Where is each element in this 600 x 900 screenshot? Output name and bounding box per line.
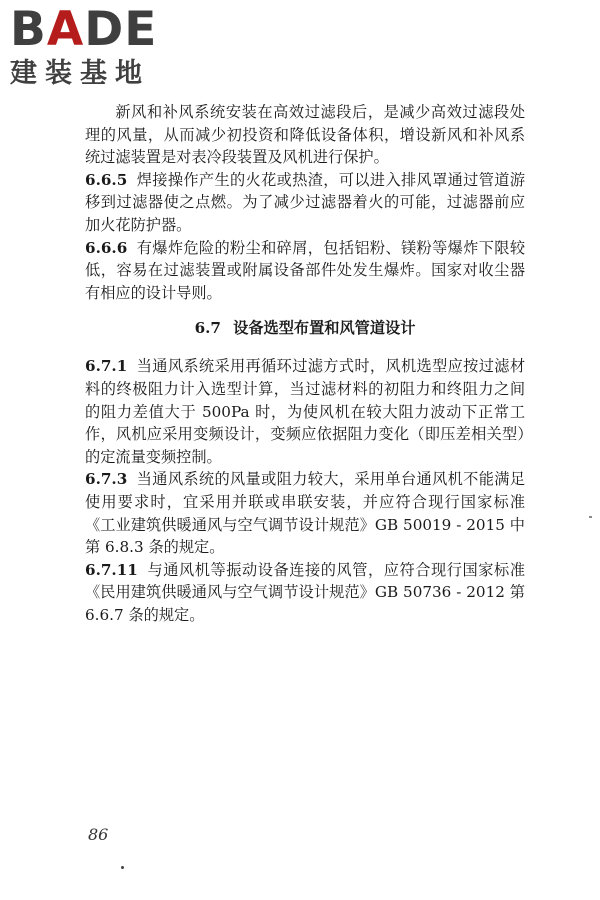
bade-logo bbox=[10, 4, 180, 90]
section-number: 6.7 bbox=[194, 319, 222, 338]
clause-6-7-3 bbox=[85, 468, 525, 558]
logo-letter-a-accent: A bbox=[46, 2, 85, 57]
logo-letters-de: DE bbox=[84, 2, 158, 57]
clause-6-7-1 bbox=[85, 355, 525, 468]
clause-text: 当通风系统的风量或阻力较大，采用单台通风机不能满足使用要求时，宜采用并联或串联安装，并应符合现行国家标准《工业建筑供暖通风与空气调节设计规范》GB 50019 - 2015 中第 6.8.3 条的规定。 bbox=[85, 470, 525, 557]
page-number: 86 bbox=[88, 825, 109, 844]
intro-paragraph bbox=[85, 101, 525, 169]
scan-speck bbox=[121, 866, 124, 869]
page-body bbox=[85, 101, 525, 626]
logo-letter-b: B bbox=[10, 2, 47, 57]
logo-wordmark bbox=[10, 4, 180, 56]
clause-text: 与通风机等振动设备连接的风管，应符合现行国家标准《民用建筑供暖通风与空气调节设计规范》GB 50736 - 2012 第 6.6.7 条的规定。 bbox=[85, 560, 525, 624]
logo-subtitle: 建装基地 bbox=[10, 58, 150, 89]
section-title: 设备选型布置和风管道设计 bbox=[233, 319, 416, 338]
intro-text: 新风和补风系统安装在高效过滤段后，是减少高效过滤段处理的风量，从而减少初投资和降低设备体积，增设新风和补风系统过滤装置是对表冷段装置及风机进行保护。 bbox=[85, 103, 525, 167]
clause-number: 6.7.11 bbox=[85, 560, 138, 579]
section-heading bbox=[85, 317, 525, 339]
clause-number: 6.7.1 bbox=[85, 357, 128, 376]
clause-6-6-6 bbox=[85, 237, 525, 305]
clause-text: 当通风系统采用再循环过滤方式时，风机选型应按过滤材料的终极阻力计入选型计算，当过滤材料的初阻力和终阻力之间的阻力差值大于 500Pa 时，为使风机在较大阻力波动下正常工作，风机应采用变频设计，变频应依据阻力变化（即压差相关型）的定流量变频控制。 bbox=[85, 357, 525, 466]
clause-6-6-5 bbox=[85, 169, 525, 237]
clause-text: 焊接操作产生的火花或热渣，可以进入排风罩通过管道游移到过滤器使之点燃。为了减少过滤器着火的可能，过滤器前应加火花防护器。 bbox=[85, 170, 525, 234]
clause-6-7-11 bbox=[85, 559, 525, 627]
clause-text: 有爆炸危险的粉尘和碎屑，包括铝粉、镁粉等爆炸下限较低，容易在过滤装置或附属设备部件处发生爆炸。国家对收尘器有相应的设计导则。 bbox=[85, 238, 525, 302]
clause-number: 6.7.3 bbox=[85, 470, 128, 489]
clause-number: 6.6.6 bbox=[85, 238, 128, 257]
scan-edge-mark bbox=[589, 516, 592, 518]
clause-number: 6.6.5 bbox=[85, 170, 128, 189]
